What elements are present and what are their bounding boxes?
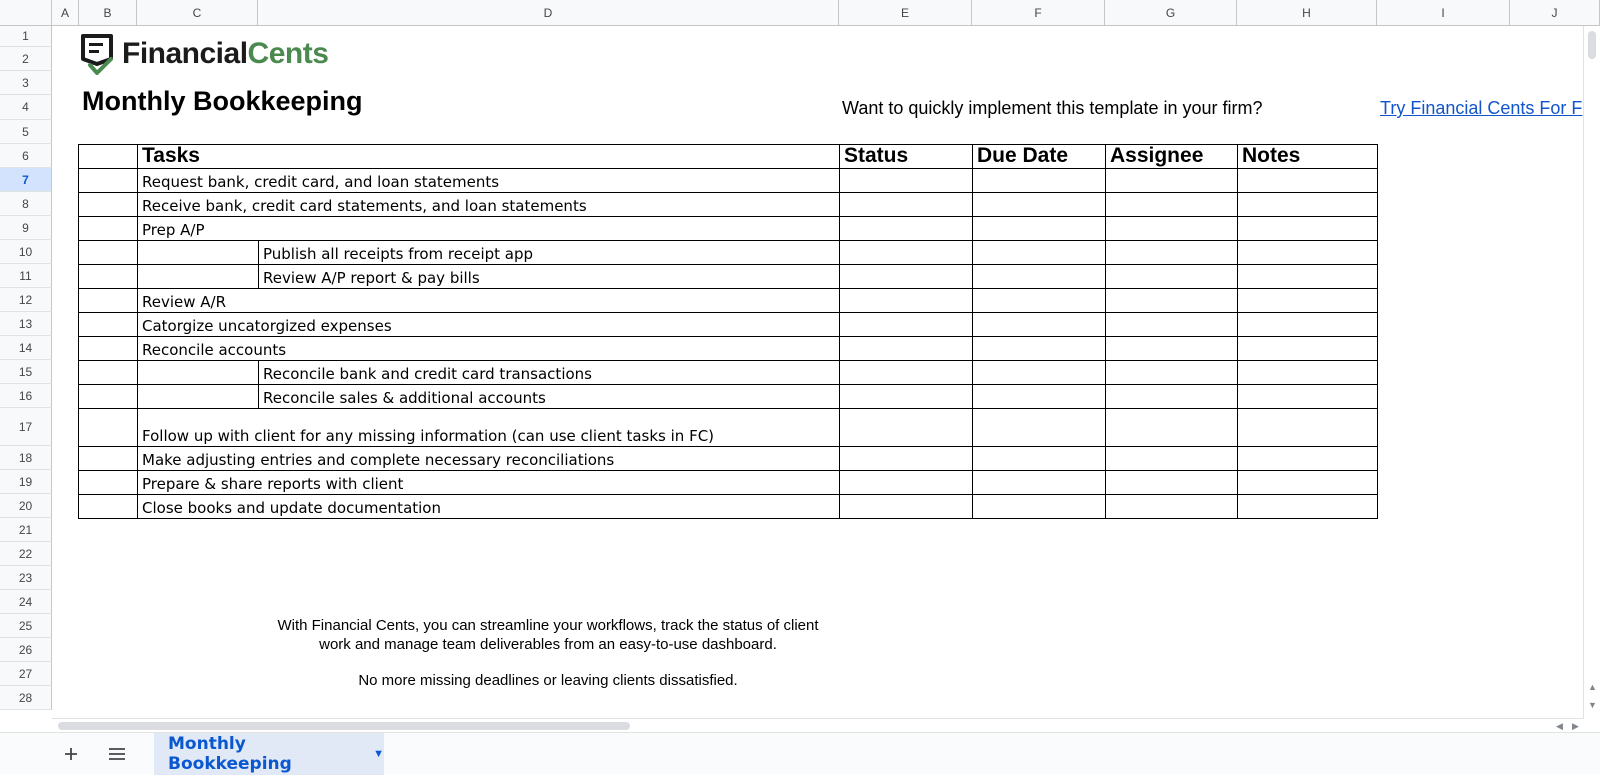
vertical-scroll-thumb[interactable] bbox=[1588, 31, 1596, 59]
row-header-1[interactable]: 1 bbox=[0, 26, 52, 47]
status-cell[interactable] bbox=[839, 312, 973, 337]
row-header-14[interactable]: 14 bbox=[0, 336, 52, 360]
status-cell[interactable] bbox=[839, 470, 973, 495]
column-header-c[interactable]: C bbox=[137, 0, 258, 26]
row-header-11[interactable]: 11 bbox=[0, 264, 52, 288]
column-header-g[interactable]: G bbox=[1105, 0, 1237, 26]
task-cell[interactable]: Follow up with client for any missing information (can use client tasks in FC) bbox=[137, 408, 840, 447]
assignee-cell[interactable] bbox=[1105, 216, 1238, 241]
status-cell[interactable] bbox=[839, 408, 973, 447]
row-header-12[interactable]: 12 bbox=[0, 288, 52, 312]
due-date-cell[interactable] bbox=[972, 264, 1106, 289]
notes-cell[interactable] bbox=[1237, 360, 1378, 385]
table-header-notes[interactable]: Notes bbox=[1237, 144, 1378, 169]
logo-shield-icon bbox=[80, 33, 116, 75]
notes-cell[interactable] bbox=[1237, 494, 1378, 519]
notes-cell[interactable] bbox=[1237, 216, 1378, 241]
task-subtask-cell[interactable]: Publish all receipts from receipt app bbox=[258, 240, 840, 265]
task-cell[interactable]: Prepare & share reports with client bbox=[137, 470, 840, 495]
due-date-cell[interactable] bbox=[972, 312, 1106, 337]
row-header-9[interactable]: 9 bbox=[0, 216, 52, 240]
notes-cell[interactable] bbox=[1237, 446, 1378, 471]
task-cell[interactable]: Close books and update documentation bbox=[137, 494, 840, 519]
status-cell[interactable] bbox=[839, 192, 973, 217]
due-date-cell[interactable] bbox=[972, 384, 1106, 409]
logo-word-financial: Financial bbox=[122, 37, 248, 70]
due-date-cell[interactable] bbox=[972, 470, 1106, 495]
footer-line-1: With Financial Cents, you can streamline your workflows, track the status of client bbox=[277, 617, 819, 634]
due-date-cell[interactable] bbox=[972, 360, 1106, 385]
row-header-18[interactable]: 18 bbox=[0, 446, 52, 470]
row-header-13[interactable]: 13 bbox=[0, 312, 52, 336]
due-date-cell[interactable] bbox=[972, 446, 1106, 471]
row-header-23[interactable]: 23 bbox=[0, 566, 52, 590]
notes-cell[interactable] bbox=[1237, 408, 1378, 447]
assignee-cell[interactable] bbox=[1105, 168, 1238, 193]
sheet-tab-label: Monthly Bookkeeping bbox=[168, 734, 292, 774]
scroll-left-icon[interactable]: ◀ bbox=[1556, 721, 1563, 731]
row-header-26[interactable]: 26 bbox=[0, 638, 52, 662]
task-row-14-blank[interactable] bbox=[78, 494, 138, 519]
assignee-cell[interactable] bbox=[1105, 192, 1238, 217]
row-header-15[interactable]: 15 bbox=[0, 360, 52, 384]
task-row-8-blank[interactable] bbox=[78, 336, 138, 361]
due-date-cell[interactable] bbox=[972, 168, 1106, 193]
task-row-1-blank[interactable] bbox=[78, 168, 138, 193]
task-cell[interactable]: Request bank, credit card, and loan statements bbox=[137, 168, 840, 193]
column-header-i[interactable]: I bbox=[1377, 0, 1510, 26]
notes-cell[interactable] bbox=[1237, 384, 1378, 409]
table-header-assignee[interactable]: Assignee bbox=[1105, 144, 1238, 169]
add-sheet-button[interactable] bbox=[58, 741, 84, 767]
assignee-cell[interactable] bbox=[1105, 360, 1238, 385]
row-header-7[interactable]: 7 bbox=[0, 168, 52, 192]
task-row-5-blank[interactable] bbox=[78, 264, 138, 289]
plus-icon bbox=[64, 747, 78, 761]
notes-cell[interactable] bbox=[1237, 336, 1378, 361]
assignee-cell[interactable] bbox=[1105, 264, 1238, 289]
row-header-22[interactable]: 22 bbox=[0, 542, 52, 566]
scroll-up-icon[interactable]: ▲ bbox=[1588, 682, 1597, 692]
row-header-17[interactable]: 17 bbox=[0, 408, 52, 446]
row-header-10[interactable]: 10 bbox=[0, 240, 52, 264]
status-cell[interactable] bbox=[839, 446, 973, 471]
task-row-4-blank[interactable] bbox=[78, 240, 138, 265]
row-header-25[interactable]: 25 bbox=[0, 614, 52, 638]
sheet-title: Monthly Bookkeeping bbox=[82, 86, 363, 116]
assignee-cell[interactable] bbox=[1105, 288, 1238, 313]
task-row-13-blank[interactable] bbox=[78, 470, 138, 495]
status-cell[interactable] bbox=[839, 240, 973, 265]
row-header-28[interactable]: 28 bbox=[0, 686, 52, 710]
notes-cell[interactable] bbox=[1237, 168, 1378, 193]
status-cell[interactable] bbox=[839, 360, 973, 385]
assignee-cell[interactable] bbox=[1105, 408, 1238, 447]
task-cell[interactable]: Catorgize uncatorgized expenses bbox=[137, 312, 840, 337]
task-row-10-blank[interactable] bbox=[78, 384, 138, 409]
all-sheets-button[interactable] bbox=[104, 741, 130, 767]
row-header-3[interactable]: 3 bbox=[0, 71, 52, 95]
status-cell[interactable] bbox=[839, 494, 973, 519]
notes-cell[interactable] bbox=[1237, 288, 1378, 313]
table-header-status[interactable]: Status bbox=[839, 144, 973, 169]
task-cell[interactable]: Review A/R bbox=[137, 288, 840, 313]
column-header-h[interactable]: H bbox=[1237, 0, 1377, 26]
task-row-10-indent[interactable] bbox=[137, 384, 259, 409]
row-header-2[interactable]: 2 bbox=[0, 47, 52, 71]
task-subtask-cell[interactable]: Reconcile bank and credit card transactions bbox=[258, 360, 840, 385]
task-subtask-cell[interactable]: Review A/P report & pay bills bbox=[258, 264, 840, 289]
row-header-16[interactable]: 16 bbox=[0, 384, 52, 408]
horizontal-scroll-thumb[interactable] bbox=[58, 722, 630, 730]
assignee-cell[interactable] bbox=[1105, 446, 1238, 471]
row-header-8[interactable]: 8 bbox=[0, 192, 52, 216]
menu-icon bbox=[108, 747, 126, 761]
task-row-6-blank[interactable] bbox=[78, 288, 138, 313]
due-date-cell[interactable] bbox=[972, 336, 1106, 361]
task-row-2-blank[interactable] bbox=[78, 192, 138, 217]
row-header-5[interactable]: 5 bbox=[0, 120, 52, 144]
notes-cell[interactable] bbox=[1237, 312, 1378, 337]
notes-cell[interactable] bbox=[1237, 264, 1378, 289]
scroll-right-icon[interactable]: ▶ bbox=[1572, 721, 1579, 731]
due-date-cell[interactable] bbox=[972, 288, 1106, 313]
status-cell[interactable] bbox=[839, 168, 973, 193]
logo-wordmark bbox=[122, 37, 328, 71]
assignee-cell[interactable] bbox=[1105, 384, 1238, 409]
status-cell[interactable] bbox=[839, 216, 973, 241]
status-cell[interactable] bbox=[839, 288, 973, 313]
horizontal-scrollbar[interactable] bbox=[52, 718, 1584, 733]
due-date-cell[interactable] bbox=[972, 240, 1106, 265]
vertical-scrollbar[interactable] bbox=[1583, 26, 1600, 722]
status-cell[interactable] bbox=[839, 384, 973, 409]
notes-cell[interactable] bbox=[1237, 470, 1378, 495]
table-header-blank[interactable] bbox=[78, 144, 138, 169]
task-cell[interactable]: Receive bank, credit card statements, and loan statements bbox=[137, 192, 840, 217]
assignee-cell[interactable] bbox=[1105, 240, 1238, 265]
task-cell[interactable]: Prep A/P bbox=[137, 216, 840, 241]
task-row-9-indent[interactable] bbox=[137, 360, 259, 385]
scroll-down-icon[interactable]: ▼ bbox=[1588, 700, 1597, 710]
row-header-21[interactable]: 21 bbox=[0, 518, 52, 542]
assignee-cell[interactable] bbox=[1105, 494, 1238, 519]
task-row-4-indent[interactable] bbox=[137, 240, 259, 265]
caret-down-icon[interactable]: ▼ bbox=[373, 748, 384, 760]
column-header-b[interactable]: B bbox=[79, 0, 137, 26]
row-header-6[interactable]: 6 bbox=[0, 144, 52, 168]
row-header-24[interactable]: 24 bbox=[0, 590, 52, 614]
notes-cell[interactable] bbox=[1237, 240, 1378, 265]
assignee-cell[interactable] bbox=[1105, 336, 1238, 361]
column-header-f[interactable]: F bbox=[972, 0, 1105, 26]
select-all-corner[interactable] bbox=[0, 0, 52, 26]
status-cell[interactable] bbox=[839, 264, 973, 289]
task-cell[interactable]: Reconcile accounts bbox=[137, 336, 840, 361]
footer-line-3: No more missing deadlines or leaving clients dissatisfied. bbox=[358, 672, 738, 689]
task-row-7-blank[interactable] bbox=[78, 312, 138, 337]
assignee-cell[interactable] bbox=[1105, 470, 1238, 495]
column-header-d[interactable]: D bbox=[258, 0, 839, 26]
sheet-tab-monthly-bookkeeping[interactable] bbox=[154, 733, 384, 775]
due-date-cell[interactable] bbox=[972, 192, 1106, 217]
due-date-cell[interactable] bbox=[972, 216, 1106, 241]
column-header-e[interactable]: E bbox=[839, 0, 972, 26]
due-date-cell[interactable] bbox=[972, 494, 1106, 519]
task-row-11-blank[interactable] bbox=[78, 408, 138, 447]
promo-text: Want to quickly implement this template in your firm? bbox=[842, 98, 1263, 118]
trial-link[interactable]: Try Financial Cents For F bbox=[1380, 98, 1583, 118]
notes-cell[interactable] bbox=[1237, 192, 1378, 217]
task-row-5-indent[interactable] bbox=[137, 264, 259, 289]
task-subtask-cell[interactable]: Reconcile sales & additional accounts bbox=[258, 384, 840, 409]
assignee-cell[interactable] bbox=[1105, 312, 1238, 337]
task-cell[interactable]: Make adjusting entries and complete necessary reconciliations bbox=[137, 446, 840, 471]
row-header-20[interactable]: 20 bbox=[0, 494, 52, 518]
row-header-19[interactable]: 19 bbox=[0, 470, 52, 494]
row-header-27[interactable]: 27 bbox=[0, 662, 52, 686]
status-cell[interactable] bbox=[839, 336, 973, 361]
due-date-cell[interactable] bbox=[972, 408, 1106, 447]
table-header-due-date[interactable]: Due Date bbox=[972, 144, 1106, 169]
sheet-tab-bar bbox=[0, 732, 1600, 774]
task-row-3-blank[interactable] bbox=[78, 216, 138, 241]
column-header-a[interactable]: A bbox=[52, 0, 79, 26]
row-header-4[interactable]: 4 bbox=[0, 95, 52, 120]
table-header-tasks[interactable]: Tasks bbox=[137, 144, 840, 169]
financial-cents-logo bbox=[80, 32, 328, 76]
logo-word-cents: Cents bbox=[247, 37, 329, 70]
task-row-9-blank[interactable] bbox=[78, 360, 138, 385]
column-header-j[interactable]: J bbox=[1510, 0, 1600, 26]
footer-line-2: work and manage team deliverables from an easy-to-use dashboard. bbox=[319, 636, 777, 653]
task-row-12-blank[interactable] bbox=[78, 446, 138, 471]
